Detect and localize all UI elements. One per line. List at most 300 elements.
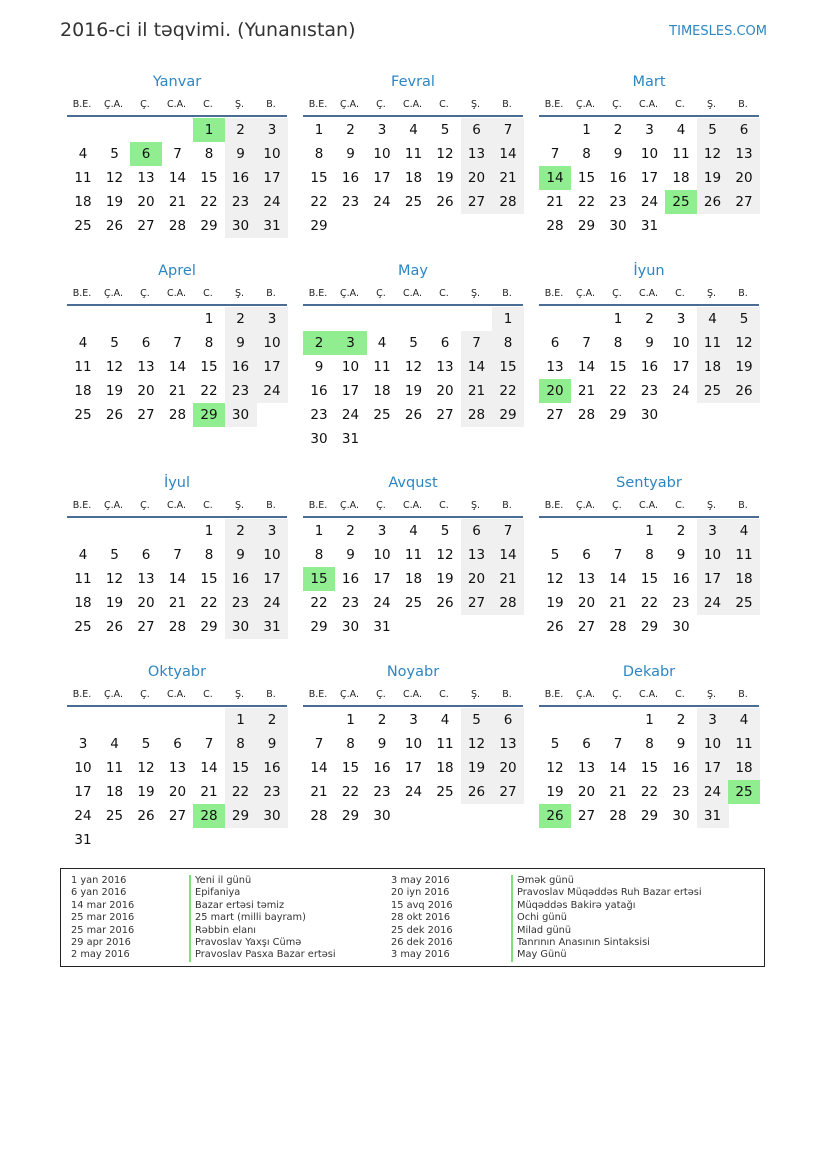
legend-date: 1 yan 2016 <box>71 875 127 886</box>
day-cell: 25 <box>74 619 92 635</box>
weekday-label: Ç. <box>612 99 622 110</box>
day-cell: 19 <box>728 355 760 379</box>
day-cell: 9 <box>256 732 288 756</box>
weekday-label: B. <box>266 500 276 511</box>
weekday-label: Ç.A. <box>339 500 359 511</box>
legend-holiday-name: Pravoslav Yaxşı Cümə <box>189 937 336 949</box>
weekday-label: B.E. <box>308 99 328 110</box>
weekday-label: C. <box>439 500 449 511</box>
day-cell: 7 <box>173 547 182 563</box>
day-cell: 8 <box>204 146 214 162</box>
weekday-label: C. <box>675 99 685 110</box>
weekday-label: Ç.A. <box>103 99 123 110</box>
weekday-label: B.E. <box>544 689 564 700</box>
weekday-label: Ç. <box>140 500 150 511</box>
day-cell: 1 <box>225 708 257 732</box>
day-cell: 31 <box>341 431 360 447</box>
month-name: Avqust <box>388 475 438 491</box>
day-cell: 13 <box>137 170 155 186</box>
day-cell: 11 <box>105 760 124 776</box>
day-cell: 26 <box>105 218 124 234</box>
day-cell: 9 <box>676 736 686 752</box>
day-cell: 9 <box>346 547 355 563</box>
day-cell: 24 <box>256 190 288 214</box>
day-cell: 6 <box>440 335 450 351</box>
day-cell: 4 <box>78 335 88 351</box>
day-cell: 6 <box>582 547 591 563</box>
day-cell: 19 <box>697 166 729 190</box>
day-cell: 2 <box>346 122 355 138</box>
holiday-day-cell: 3 <box>335 331 367 355</box>
legend-holiday-name: Tanrının Anasının Sintaksisi <box>511 937 702 949</box>
day-cell: 15 <box>200 571 218 587</box>
day-cell: 15 <box>609 359 627 375</box>
weekday-label: Ş. <box>706 99 717 110</box>
day-cell: 31 <box>256 214 288 238</box>
page-title: 2016-ci il təqvimi. (Yunanıstan) <box>60 19 356 41</box>
day-cell: 7 <box>550 146 560 162</box>
day-cell: 23 <box>672 784 690 800</box>
day-cell: 4 <box>377 335 387 351</box>
day-cell: 18 <box>672 170 690 186</box>
day-cell: 29 <box>640 808 659 824</box>
day-cell: 23 <box>225 591 257 615</box>
day-cell: 1 <box>314 122 324 138</box>
day-cell: 2 <box>676 712 686 728</box>
day-cell: 28 <box>609 619 627 635</box>
day-cell: 19 <box>436 571 454 587</box>
day-cell: 4 <box>728 519 760 543</box>
weekday-header <box>67 500 287 514</box>
day-cell: 7 <box>613 547 623 563</box>
day-cell: 17 <box>373 170 391 186</box>
weekday-label: B.E. <box>544 288 564 299</box>
weekday-label: C.A. <box>166 99 186 110</box>
day-cell: 15 <box>640 571 659 587</box>
site-link[interactable]: TIMESLES.COM <box>669 24 767 39</box>
day-cell: 22 <box>577 194 596 210</box>
legend-holiday-name: Pravoslav Pasxa Bazar ertəsi <box>189 949 336 961</box>
day-cell: 28 <box>461 403 493 427</box>
day-cell: 16 <box>373 760 391 776</box>
day-cell: 19 <box>137 784 155 800</box>
weekday-label: C.A. <box>166 689 186 700</box>
day-cell: 6 <box>728 118 760 142</box>
day-cell: 23 <box>341 595 360 611</box>
day-cell: 12 <box>697 142 729 166</box>
day-cell: 20 <box>461 166 493 190</box>
day-cell: 21 <box>310 784 328 800</box>
day-cell: 27 <box>137 407 155 423</box>
day-cell: 12 <box>546 760 564 776</box>
holiday-day-cell: 1 <box>193 118 225 142</box>
day-cell: 9 <box>377 736 387 752</box>
holiday-day-cell: 20 <box>539 379 571 403</box>
day-cell: 28 <box>168 407 187 423</box>
day-cell: 24 <box>640 194 659 210</box>
weekday-label: C.A. <box>166 288 186 299</box>
legend-date: 2 may 2016 <box>71 949 130 961</box>
day-cell: 30 <box>225 403 257 427</box>
day-cell: 18 <box>74 194 92 210</box>
weekday-label: B. <box>502 500 512 511</box>
day-cell: 10 <box>373 146 391 162</box>
weekday-label: B.E. <box>544 500 564 511</box>
day-cell: 29 <box>640 619 659 635</box>
day-cell: 21 <box>200 784 218 800</box>
legend-holiday-name: Bazar ertəsi təmiz <box>189 900 336 912</box>
day-cell: 16 <box>341 170 360 186</box>
day-cell: 1 <box>645 712 654 728</box>
day-cell: 13 <box>728 142 760 166</box>
day-cell: 25 <box>373 407 391 423</box>
day-cell: 2 <box>225 118 257 142</box>
weekday-label: C. <box>675 500 685 511</box>
day-cell: 12 <box>137 760 155 776</box>
holiday-day-cell: 25 <box>728 780 760 804</box>
day-cell: 15 <box>577 170 596 186</box>
day-cell: 20 <box>577 595 596 611</box>
day-cell: 6 <box>173 736 182 752</box>
weekday-label: B. <box>266 288 276 299</box>
day-cell: 1 <box>613 311 623 327</box>
day-cell: 8 <box>314 547 324 563</box>
legend-holiday-name: 25 mart (milli bayram) <box>189 912 336 924</box>
day-cell: 8 <box>613 335 623 351</box>
day-cell: 10 <box>341 359 360 375</box>
day-cell: 1 <box>645 523 654 539</box>
month-name: Fevral <box>391 74 435 90</box>
weekday-label: Ç. <box>140 288 150 299</box>
day-cell: 2 <box>645 311 654 327</box>
weekday-label: Ç. <box>376 99 386 110</box>
day-cell: 16 <box>609 170 627 186</box>
day-cell: 2 <box>613 122 623 138</box>
day-cell: 17 <box>404 760 423 776</box>
legend-date: 20 iyn 2016 <box>391 887 450 899</box>
weekday-label: Ş. <box>706 288 717 299</box>
day-cell: 15 <box>225 756 257 780</box>
day-cell: 3 <box>256 118 288 142</box>
month-name: May <box>398 263 428 279</box>
day-cell: 2 <box>225 519 257 543</box>
header-divider <box>67 304 287 306</box>
day-cell: 4 <box>676 122 686 138</box>
weekday-label: Ç.A. <box>339 99 359 110</box>
day-cell: 5 <box>550 736 560 752</box>
day-cell: 21 <box>168 595 187 611</box>
day-cell: 27 <box>137 619 155 635</box>
day-cell: 7 <box>173 335 182 351</box>
day-cell: 28 <box>310 808 328 824</box>
day-cell: 17 <box>697 756 729 780</box>
weekday-label: Ş. <box>470 689 481 700</box>
day-cell: 10 <box>373 547 391 563</box>
legend-date: 25 dek 2016 <box>391 924 453 936</box>
weekday-label: Ç.A. <box>575 689 595 700</box>
day-cell: 13 <box>461 142 493 166</box>
day-cell: 6 <box>141 335 151 351</box>
weekday-label: C.A. <box>638 99 658 110</box>
holiday-day-cell: 28 <box>193 804 225 828</box>
day-cell: 25 <box>697 379 729 403</box>
day-cell: 22 <box>225 780 257 804</box>
weekday-label: C. <box>203 689 213 700</box>
weekday-label: Ç. <box>140 689 150 700</box>
day-cell: 5 <box>550 547 560 563</box>
day-cell: 29 <box>492 403 524 427</box>
day-cell: 14 <box>168 571 187 587</box>
day-cell: 12 <box>436 547 454 563</box>
day-cell: 24 <box>256 591 288 615</box>
day-cell: 16 <box>256 756 288 780</box>
month-name: Dekabr <box>622 664 676 680</box>
month-name: İyul <box>163 475 191 491</box>
day-cell: 10 <box>697 543 729 567</box>
weekday-label: C.A. <box>402 500 422 511</box>
weekday-label: B. <box>502 99 512 110</box>
holiday-day-cell: 25 <box>665 190 697 214</box>
day-cell: 29 <box>310 619 328 635</box>
day-cell: 7 <box>204 736 214 752</box>
day-cell: 24 <box>256 379 288 403</box>
day-cell: 26 <box>728 379 760 403</box>
day-cell: 3 <box>697 708 729 732</box>
weekday-label: Ş. <box>706 689 717 700</box>
header-divider <box>303 705 523 707</box>
day-cell: 1 <box>204 523 214 539</box>
day-cell: 24 <box>373 595 391 611</box>
day-cell: 30 <box>256 804 288 828</box>
day-cell: 25 <box>105 808 124 824</box>
legend-date: 3 may 2016 <box>391 875 450 886</box>
day-cell: 17 <box>74 784 92 800</box>
weekday-label: Ç.A. <box>575 500 595 511</box>
header-divider <box>539 516 759 518</box>
day-cell: 29 <box>577 218 596 234</box>
day-cell: 31 <box>74 832 92 848</box>
legend-date: 28 okt 2016 <box>391 912 451 924</box>
day-cell: 18 <box>74 383 92 399</box>
day-cell: 25 <box>404 595 423 611</box>
weekday-label: Ş. <box>234 99 245 110</box>
day-cell: 16 <box>310 383 328 399</box>
legend-dates-left <box>71 875 134 962</box>
holiday-day-cell: 14 <box>539 166 571 190</box>
month-name: İyun <box>633 263 665 279</box>
day-cell: 14 <box>461 355 493 379</box>
day-cell: 24 <box>74 808 92 824</box>
weekday-label: C. <box>203 500 213 511</box>
day-cell: 20 <box>492 756 524 780</box>
day-cell: 10 <box>672 335 690 351</box>
day-cell: 23 <box>609 194 627 210</box>
legend-date: 14 mar 2016 <box>71 899 135 911</box>
day-cell: 20 <box>137 383 155 399</box>
day-cell: 24 <box>697 591 729 615</box>
day-cell: 14 <box>492 142 524 166</box>
day-cell: 23 <box>341 194 360 210</box>
day-cell: 23 <box>640 383 659 399</box>
month-name: Sentyabr <box>616 475 682 491</box>
day-cell: 9 <box>613 146 623 162</box>
day-cell: 12 <box>546 571 564 587</box>
day-cell: 28 <box>168 218 187 234</box>
day-cell: 8 <box>204 335 214 351</box>
day-cell: 14 <box>310 760 328 776</box>
day-cell: 28 <box>546 218 564 234</box>
day-cell: 30 <box>341 619 360 635</box>
weekday-header <box>303 500 523 514</box>
day-cell: 4 <box>409 523 418 539</box>
day-cell: 18 <box>74 595 92 611</box>
day-cell: 30 <box>672 808 690 824</box>
day-cell: 10 <box>256 331 288 355</box>
weekday-label: B.E. <box>308 689 328 700</box>
day-cell: 26 <box>436 595 454 611</box>
day-cell: 21 <box>168 194 187 210</box>
day-cell: 22 <box>640 595 659 611</box>
day-cell: 12 <box>105 170 124 186</box>
weekday-header <box>539 689 759 703</box>
day-cell: 26 <box>461 780 493 804</box>
day-cell: 14 <box>168 170 187 186</box>
weekday-header <box>303 288 523 302</box>
day-cell: 27 <box>577 619 596 635</box>
day-cell: 20 <box>728 166 760 190</box>
day-cell: 21 <box>609 784 627 800</box>
weekday-label: Ç.A. <box>103 500 123 511</box>
day-cell: 6 <box>550 335 560 351</box>
day-cell: 1 <box>346 712 355 728</box>
day-cell: 18 <box>728 567 760 591</box>
day-cell: 17 <box>373 571 391 587</box>
legend-holiday-name: Ochi günü <box>511 912 702 924</box>
weekday-label: Ç.A. <box>339 689 359 700</box>
weekday-label: Ç.A. <box>575 288 595 299</box>
header-divider <box>303 304 523 306</box>
day-cell: 1 <box>314 523 324 539</box>
day-cell: 5 <box>440 523 450 539</box>
day-cell: 2 <box>377 712 387 728</box>
day-cell: 17 <box>697 567 729 591</box>
day-cell: 2 <box>256 708 288 732</box>
header-divider <box>539 304 759 306</box>
day-cell: 21 <box>577 383 596 399</box>
day-cell: 23 <box>373 784 391 800</box>
day-cell: 9 <box>645 335 654 351</box>
weekday-label: Ç.A. <box>575 99 595 110</box>
day-cell: 14 <box>609 760 627 776</box>
day-cell: 24 <box>697 780 729 804</box>
day-cell: 16 <box>640 359 659 375</box>
day-cell: 21 <box>461 379 493 403</box>
day-cell: 8 <box>314 146 324 162</box>
weekday-label: B.E. <box>72 99 92 110</box>
day-cell: 6 <box>141 547 151 563</box>
weekday-header <box>539 99 759 113</box>
legend-date: 15 avq 2016 <box>391 899 453 911</box>
day-cell: 19 <box>436 170 454 186</box>
legend-holiday-name: Milad günü <box>511 925 702 937</box>
day-cell: 21 <box>609 595 627 611</box>
day-cell: 8 <box>225 732 257 756</box>
day-cell: 7 <box>492 118 524 142</box>
header-divider <box>539 705 759 707</box>
day-cell: 11 <box>697 331 729 355</box>
day-cell: 29 <box>200 218 218 234</box>
day-cell: 1 <box>582 122 591 138</box>
day-cell: 3 <box>256 519 288 543</box>
weekday-label: B. <box>502 689 512 700</box>
weekday-label: Ş. <box>706 500 717 511</box>
legend-holiday-name: Epifaniya <box>189 887 336 899</box>
day-cell: 20 <box>436 383 454 399</box>
day-cell: 31 <box>256 615 288 639</box>
day-cell: 27 <box>168 808 187 824</box>
day-cell: 28 <box>492 190 524 214</box>
day-cell: 9 <box>225 331 257 355</box>
day-cell: 23 <box>672 595 690 611</box>
day-cell: 6 <box>461 118 493 142</box>
legend-holiday-name: Pravoslav Müqəddəs Ruh Bazar ertəsi <box>511 887 702 899</box>
weekday-label: Ş. <box>234 500 245 511</box>
day-cell: 25 <box>404 194 423 210</box>
day-cell: 5 <box>440 122 450 138</box>
weekday-label: B. <box>738 689 748 700</box>
holiday-day-cell: 29 <box>193 403 225 427</box>
legend-names-left <box>189 875 336 962</box>
day-cell: 18 <box>728 756 760 780</box>
weekday-label: Ç. <box>612 500 622 511</box>
day-cell: 11 <box>728 543 760 567</box>
day-cell: 19 <box>105 595 124 611</box>
holiday-legend <box>60 868 765 967</box>
day-cell: 4 <box>728 708 760 732</box>
day-cell: 5 <box>728 307 760 331</box>
day-cell: 17 <box>256 355 288 379</box>
day-cell: 3 <box>256 307 288 331</box>
day-cell: 23 <box>225 379 257 403</box>
weekday-header <box>539 500 759 514</box>
day-cell: 10 <box>404 736 423 752</box>
day-cell: 10 <box>256 142 288 166</box>
day-cell: 17 <box>256 567 288 591</box>
day-cell: 25 <box>728 591 760 615</box>
day-cell: 13 <box>546 359 564 375</box>
day-cell: 5 <box>697 118 729 142</box>
day-cell: 11 <box>74 170 92 186</box>
day-cell: 20 <box>137 595 155 611</box>
day-cell: 11 <box>672 146 690 162</box>
day-cell: 22 <box>200 383 218 399</box>
day-cell: 9 <box>225 142 257 166</box>
weekday-label: B. <box>502 288 512 299</box>
day-cell: 3 <box>409 712 418 728</box>
day-cell: 24 <box>373 194 391 210</box>
day-cell: 13 <box>137 359 155 375</box>
weekday-label: C.A. <box>402 288 422 299</box>
day-cell: 13 <box>577 571 596 587</box>
day-cell: 29 <box>341 808 360 824</box>
day-cell: 30 <box>640 407 659 423</box>
day-cell: 22 <box>640 784 659 800</box>
weekday-label: B. <box>738 99 748 110</box>
day-cell: 22 <box>609 383 627 399</box>
weekday-label: B.E. <box>308 288 328 299</box>
day-cell: 13 <box>577 760 596 776</box>
day-cell: 2 <box>676 523 686 539</box>
